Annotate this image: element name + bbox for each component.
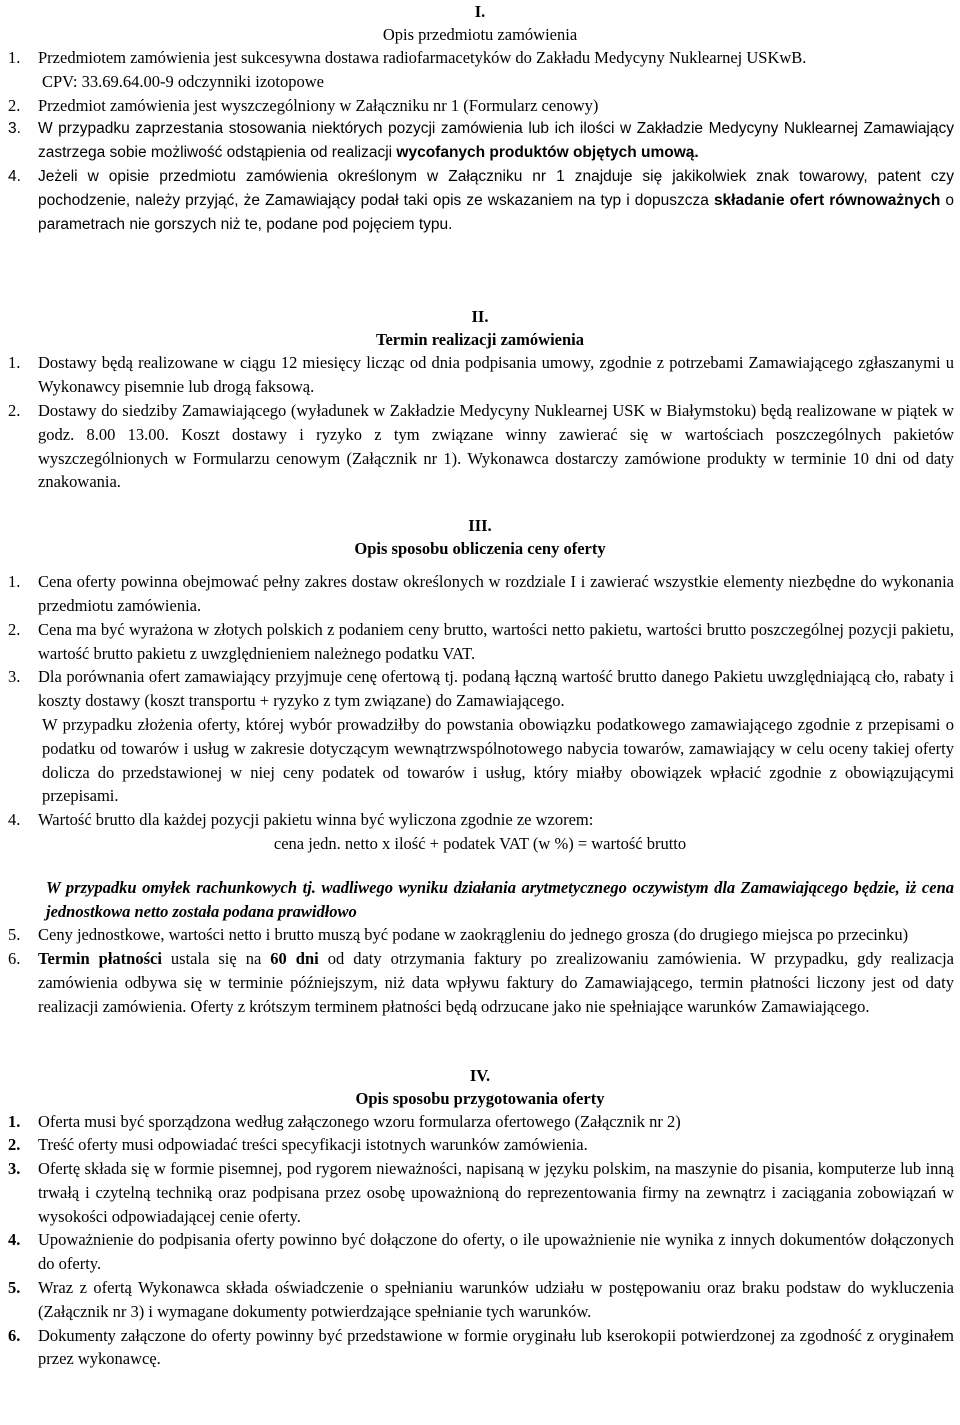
item-number: 6. [8, 1325, 21, 1345]
s1-item-4-text: Jeżeli w opisie przedmiotu zamówienia określonym w Załączniku nr 1 znajduje się jakikolwiek znak towarowy, patent czy pochodzenie, należy przyjąć, że Zamawiający podał taki opis ze wskazaniem na typ i dopuszcza [38, 167, 954, 209]
s3-item-4 [0, 808, 960, 832]
item-number: 2. [8, 1135, 21, 1155]
s3-item-2-text: Cena ma być wyrażona w złotych polskich z podaniem ceny brutto, wartości netto pakietu, wartości brutto poszczególnej pozycji pakietu, wartość brutto pakietu z uwzględnieniem należnego podatku VAT. [38, 619, 954, 663]
s3-item-3 [0, 665, 960, 713]
s1-item-3 [0, 117, 960, 165]
s3-item-3-sub: W przypadku złożenia oferty, której wybór prowadziłby do powstania obowiązku podatkowego zamawiającego zgodnie z przepisami o podatku od towarów i usług w zakresie dotyczącym wewnątrzwspólnotowego nabycia towarów, zamawiający w celu oceny takiej oferty dolicza do przedstawionej w niej ceny podatek od towarów i usług, który miałby obowiązek wpłacić zgodnie z obowiązującymi przepisami. [42, 714, 954, 806]
item-number: 4. [8, 810, 21, 830]
section-1-number: I. [474, 2, 486, 21]
item-number: 2. [8, 400, 21, 420]
s3-item-5-text: Ceny jednostkowe, wartości netto i brutto muszą być podane w zaokrągleniu do jednego grosza (do drugiego miejsca po przecinku) [38, 925, 909, 945]
item-number: 1. [8, 48, 21, 67]
s4-item-1-text: Oferta musi być sporządzona według załączonego wzoru formularza ofertowego (Załącznik nr 2) [38, 1111, 681, 1131]
s4-item-6-text: Dokumenty załączone do oferty powinny być przedstawione w formie oryginału lub kserokopii potwierdzonej za zgodność z oryginałem przez wykonawcę. [38, 1325, 954, 1369]
s3-item-4-text: Wartość brutto dla każdej pozycji pakietu winna być wyliczona zgodnie ze wzorem: [38, 810, 594, 830]
item-number: 4. [8, 167, 21, 185]
item-number: 1. [8, 572, 21, 592]
s1-item-2-text: Przedmiot zamówienia jest wyszczególniony w Załączniku nr 1 (Formularz cenowy) [38, 95, 599, 115]
s4-item-3 [0, 1157, 960, 1228]
s4-item-5-text: Wraz z ofertą Wykonawca składa oświadczenie o spełnianiu warunków udziału w postępowaniu oraz braku podstaw do wykluczenia (Załącznik nr 3) i wymagane dokumenty potwierdzające spełnianie tych warunków. [38, 1278, 954, 1321]
s4-item-4 [0, 1228, 960, 1276]
section-1-title: Opis przedmiotu zamówienia [382, 25, 578, 44]
s1-item-4-bold: składanie ofert równoważnych [713, 191, 941, 209]
section-4-number: IV. [469, 1065, 491, 1085]
item-number: 1. [8, 1111, 21, 1131]
s1-item-1-text: Przedmiotem zamówienia jest sukcesywna dostawa radiofarmacetyków do Zakładu Medycyny Nuklearnej USKwB. [38, 48, 807, 67]
item-number: 3. [8, 120, 21, 138]
item-number: 6. [8, 949, 21, 969]
item-number: 5. [8, 1278, 21, 1298]
s4-item-5 [0, 1276, 960, 1324]
s3-formula: cena jedn. netto x ilość + podatek VAT (w %) = wartość brutto [273, 833, 687, 853]
item-number: 3. [8, 667, 21, 687]
s3-item-1-text: Cena oferty powinna obejmować pełny zakres dostaw określonych w rozdziale I i zawierać wszystkie elementy niezbędne do wykonania przedmiotu zamówienia. [38, 572, 954, 615]
s1-item-1 [0, 46, 960, 94]
item-number: 3. [8, 1159, 21, 1179]
s1-item-3-bold: wycofanych produktów objętych umową. [396, 144, 699, 162]
s2-item-1 [0, 351, 960, 399]
s1-cpv: CPV: 33.69.64.00-9 odczynniki izotopowe [42, 71, 324, 91]
item-number: 4. [8, 1230, 21, 1250]
s3-item-6 [0, 947, 960, 1018]
item-number: 2. [8, 95, 21, 115]
s4-item-2 [0, 1133, 960, 1157]
s2-item-2 [0, 399, 960, 494]
s2-item-2-text: Dostawy do siedziby Zamawiającego (wyładunek w Zakładzie Medycyny Nuklearnej USK w Białymstoku) będą realizowane w piątek w godz. 8.00 13.00. Koszt dostawy i ryzyko z tym związane winny zawierać się w wartościach poszczególnych pakietów wyszczególnionych w Formularzu cenowym (Załącznik nr 1). Wykonawca dostarczy zamówione produkty w terminie 10 dni od daty znakowania. [38, 400, 954, 492]
s3-arith-note: W przypadku omyłek rachunkowych tj. wadliwego wyniku działania arytmetycznego oczywistym dla Zamawiającego będzie, iż cena jednostkowa netto została podana prawidłowo [46, 877, 954, 921]
section-3-number: III. [468, 516, 492, 536]
s1-item-2 [0, 94, 960, 118]
item-number: 5. [8, 925, 21, 945]
s4-item-3-text: Ofertę składa się w formie pisemnej, pod rygorem nieważności, napisaną w języku polskim, na maszynie do pisania, komputerze lub inną trwałą i czytelną techniką oraz podpisana przez osobę upoważnioną do reprezentowania firmy na zewnątrz i zaciągania zobowiązań w wysokości odpowiadającej cenie oferty. [38, 1159, 954, 1226]
s3-item-6-text-b: ustala się na [161, 949, 271, 969]
section-3-title: Opis sposobu obliczenia ceny oferty [354, 539, 606, 559]
s4-item-1 [0, 1110, 960, 1134]
section-2-number: II. [471, 307, 489, 327]
s4-item-4-text: Upoważnienie do podpisania oferty powinno być dołączone do oferty, o ile upoważnienie nie wynika z innych dokumentów dołączonych do oferty. [38, 1230, 954, 1274]
s3-item-3-text: Dla porównania ofert zamawiający przyjmuje cenę ofertową tj. podaną łączną wartość brutto danego Pakietu uwzględniającą cło, rabaty i koszty dostawy (koszt transportu + ryzyko z tym związane) do Zamawiającego. [38, 667, 954, 711]
s4-item-6 [0, 1324, 960, 1372]
s1-item-3-text: W przypadku zaprzestania stosowania niektórych pozycji zamówienia lub ich ilości w Zakładzie Medycyny Nuklearnej Zamawiający zastrzega sobie możliwość odstąpienia od realizacji [38, 120, 954, 162]
s3-item-2 [0, 618, 960, 666]
s3-item-5 [0, 923, 960, 947]
section-2-title: Termin realizacji zamówienia [375, 330, 585, 350]
s3-item-6-bold-a: Termin płatności [38, 949, 162, 969]
s3-item-6-bold-c: 60 dni [270, 949, 319, 969]
s4-item-2-text: Treść oferty musi odpowiadać treści specyfikacji istotnych warunków zamówienia. [38, 1135, 588, 1155]
item-number: 1. [8, 353, 21, 373]
item-number: 2. [8, 619, 21, 639]
s1-item-4-tail: o parametrach nie gorszych niż te, podane pod pojęciem typu. [38, 191, 954, 233]
section-4-title: Opis sposobu przygotowania oferty [355, 1088, 605, 1108]
s1-item-4 [0, 165, 960, 236]
s3-item-6-text-d: od daty otrzymania faktury po zrealizowaniu zamówienia. W przypadku, gdy realizacja zamówienia odbywa się w terminie późniejszym, niż data wpływu faktury do Zamawiającego, termin płatności liczony jest od daty realizacji zamówienia. Oferty z krótszym terminem płatności będą odrzucane jako nie spełniające warunków Zamawiającego. [38, 949, 955, 1016]
s2-item-1-text: Dostawy będą realizowane w ciągu 12 miesięcy licząc od dnia podpisania umowy, zgodnie z potrzebami Zamawiającego zgłaszanymi u Wykonawcy pisemnie lub drogą faksową. [38, 353, 954, 397]
s3-item-1 [0, 570, 960, 618]
